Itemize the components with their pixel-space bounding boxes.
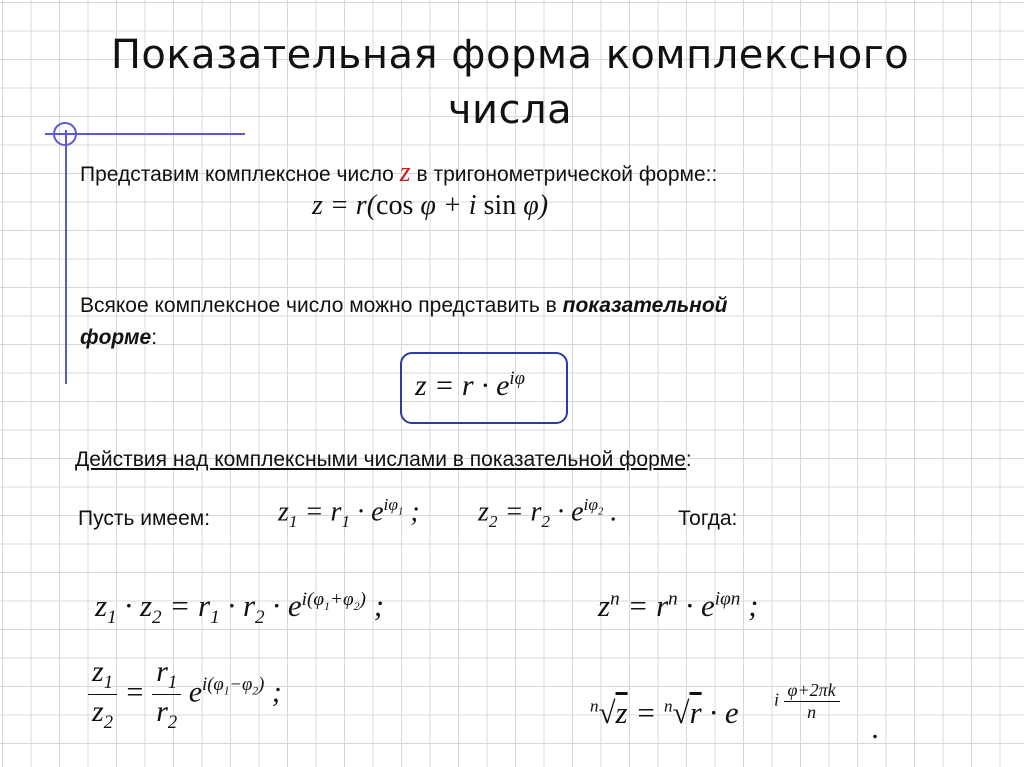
intro-text-before: Представим комплексное число: [80, 163, 394, 186]
z2-definition: $z_2 = r_2 \cdot e^{i\varphi_2}$ .: [478, 495, 618, 531]
decor-vertical-line: [65, 130, 67, 384]
page-title: [60, 28, 960, 138]
crosshair-circle-icon: [53, 122, 77, 146]
trig-formula: z = r(cos φ + i sin φ): [312, 190, 549, 221]
operations-heading-colon: :: [685, 448, 692, 471]
intro-text: [80, 157, 718, 188]
root-period: .: [872, 712, 880, 745]
product-formula: $z_1 \cdot z_2 = r_1 \cdot r_2 \cdot e^{i(\varphi_1+\varphi_2)}$ ;: [95, 588, 385, 629]
root-exponent: i $\frac{\varphi+2\pi k}{n}$: [774, 680, 840, 723]
intro-variable: z: [399, 157, 411, 188]
exp-form-colon: :: [151, 326, 158, 349]
power-formula: $z^n = r^n \cdot e^{i\varphi n}$ ;: [598, 588, 759, 623]
title-line-1: Показательная форма комплексного: [110, 32, 910, 78]
intro-text-after: в тригонометрической форме::: [416, 163, 718, 186]
quotient-formula: $\frac{z_1}{z_2}$ = $\frac{r_1}{r_2}$ $e^{i(\varphi_1-\varphi_2)}$ ;: [88, 655, 282, 734]
let-label: Пусть имеем:: [78, 507, 211, 530]
exp-formula-base: z = r · e: [415, 369, 510, 402]
exp-form-sentence: Всякое комплексное число можно представить в: [80, 294, 557, 317]
root-formula: $^n$√z = $^n$√r · e: [590, 695, 739, 730]
exp-formula-exponent: iφ: [509, 368, 525, 389]
title-line-2: числа: [447, 87, 573, 133]
then-label: Тогда:: [678, 507, 738, 530]
operations-heading: [75, 447, 692, 473]
exp-form-bold-1: показательной: [562, 294, 728, 317]
operations-heading-text: Действия над комплексными числами в показательной форме: [75, 448, 686, 471]
exp-form-bold-2: форме: [80, 326, 152, 349]
z1-definition: $z_1 = r_1 \cdot e^{i\varphi_1}$ ;: [278, 495, 420, 531]
exp-form-text: [80, 290, 980, 354]
exp-formula: [415, 368, 525, 403]
